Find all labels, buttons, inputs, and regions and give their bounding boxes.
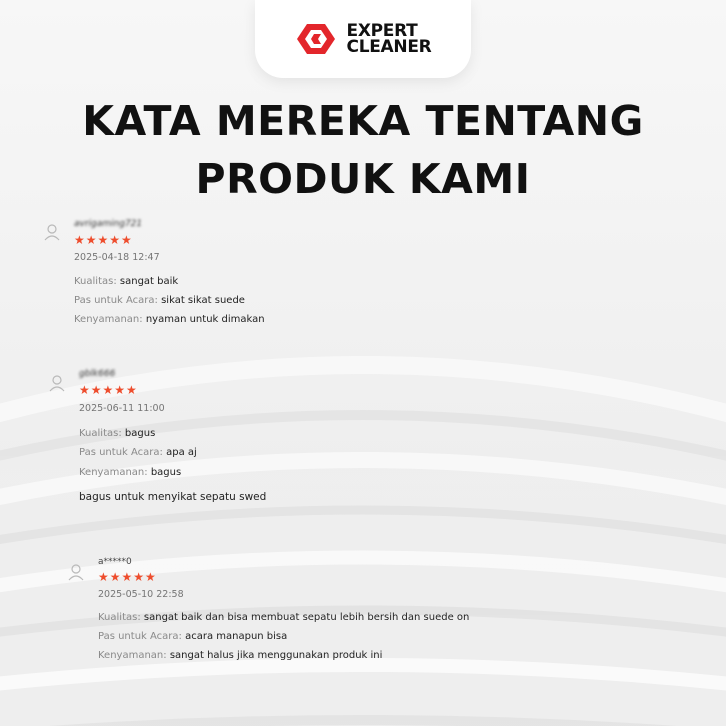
occasion-value: acara manapun bisa bbox=[185, 631, 288, 642]
comfort-value: sangat halus jika menggunakan produk ini bbox=[169, 650, 383, 661]
comfort-row bbox=[98, 650, 382, 661]
review-username: gblk666 bbox=[79, 369, 116, 379]
comfort-value: nyaman untuk dimakan bbox=[145, 314, 265, 325]
comfort-row bbox=[74, 314, 265, 325]
occasion-row bbox=[98, 631, 287, 642]
comfort-label: Kenyamanan: bbox=[98, 650, 167, 661]
occasion-label: Pas untuk Acara: bbox=[74, 295, 158, 306]
comfort-row bbox=[79, 467, 181, 478]
rating-stars: ★★★★★ bbox=[79, 383, 138, 397]
user-avatar-icon bbox=[42, 222, 62, 242]
brand-line-2: CLEANER bbox=[346, 37, 432, 57]
expert-cleaner-logo-icon bbox=[295, 22, 339, 56]
quality-row bbox=[98, 612, 469, 623]
review-comment: bagus untuk menyikat sepatu swed bbox=[79, 491, 267, 503]
quality-label: Kualitas: bbox=[79, 428, 122, 439]
occasion-label: Pas untuk Acara: bbox=[98, 631, 182, 642]
comfort-value: bagus bbox=[150, 467, 182, 478]
review-username: avrigaming721 bbox=[74, 219, 143, 229]
quality-label: Kualitas: bbox=[98, 612, 141, 623]
brand-name bbox=[347, 23, 432, 55]
quality-label: Kualitas: bbox=[74, 276, 117, 287]
brand-logo bbox=[255, 0, 471, 78]
occasion-value: sikat sikat suede bbox=[161, 295, 245, 306]
occasion-value: apa aj bbox=[166, 447, 197, 458]
comfort-label: Kenyamanan: bbox=[74, 314, 143, 325]
comfort-label: Kenyamanan: bbox=[79, 467, 148, 478]
brand-line-1: EXPERT bbox=[346, 21, 418, 41]
occasion-row bbox=[79, 447, 197, 458]
review-date: 2025-05-10 22:58 bbox=[98, 589, 184, 600]
quality-value: sangat baik dan bisa membuat sepatu lebih bersih dan suede on bbox=[143, 612, 470, 623]
user-avatar-icon bbox=[47, 373, 67, 393]
headline-line-1: KATA MEREKA TENTANG bbox=[82, 97, 644, 145]
review-date: 2025-06-11 11:00 bbox=[79, 403, 165, 414]
rating-stars: ★★★★★ bbox=[74, 233, 133, 247]
review-date: 2025-04-18 12:47 bbox=[74, 252, 160, 263]
occasion-row bbox=[74, 295, 245, 306]
occasion-label: Pas untuk Acara: bbox=[79, 447, 163, 458]
review-username: a*****0 bbox=[98, 557, 132, 567]
quality-row bbox=[79, 428, 155, 439]
quality-value: sangat baik bbox=[119, 276, 179, 287]
rating-stars: ★★★★★ bbox=[98, 570, 157, 584]
user-avatar-icon bbox=[66, 562, 86, 582]
quality-row bbox=[74, 276, 178, 287]
quality-value: bagus bbox=[124, 428, 156, 439]
headline-line-2: PRODUK KAMI bbox=[195, 155, 531, 203]
